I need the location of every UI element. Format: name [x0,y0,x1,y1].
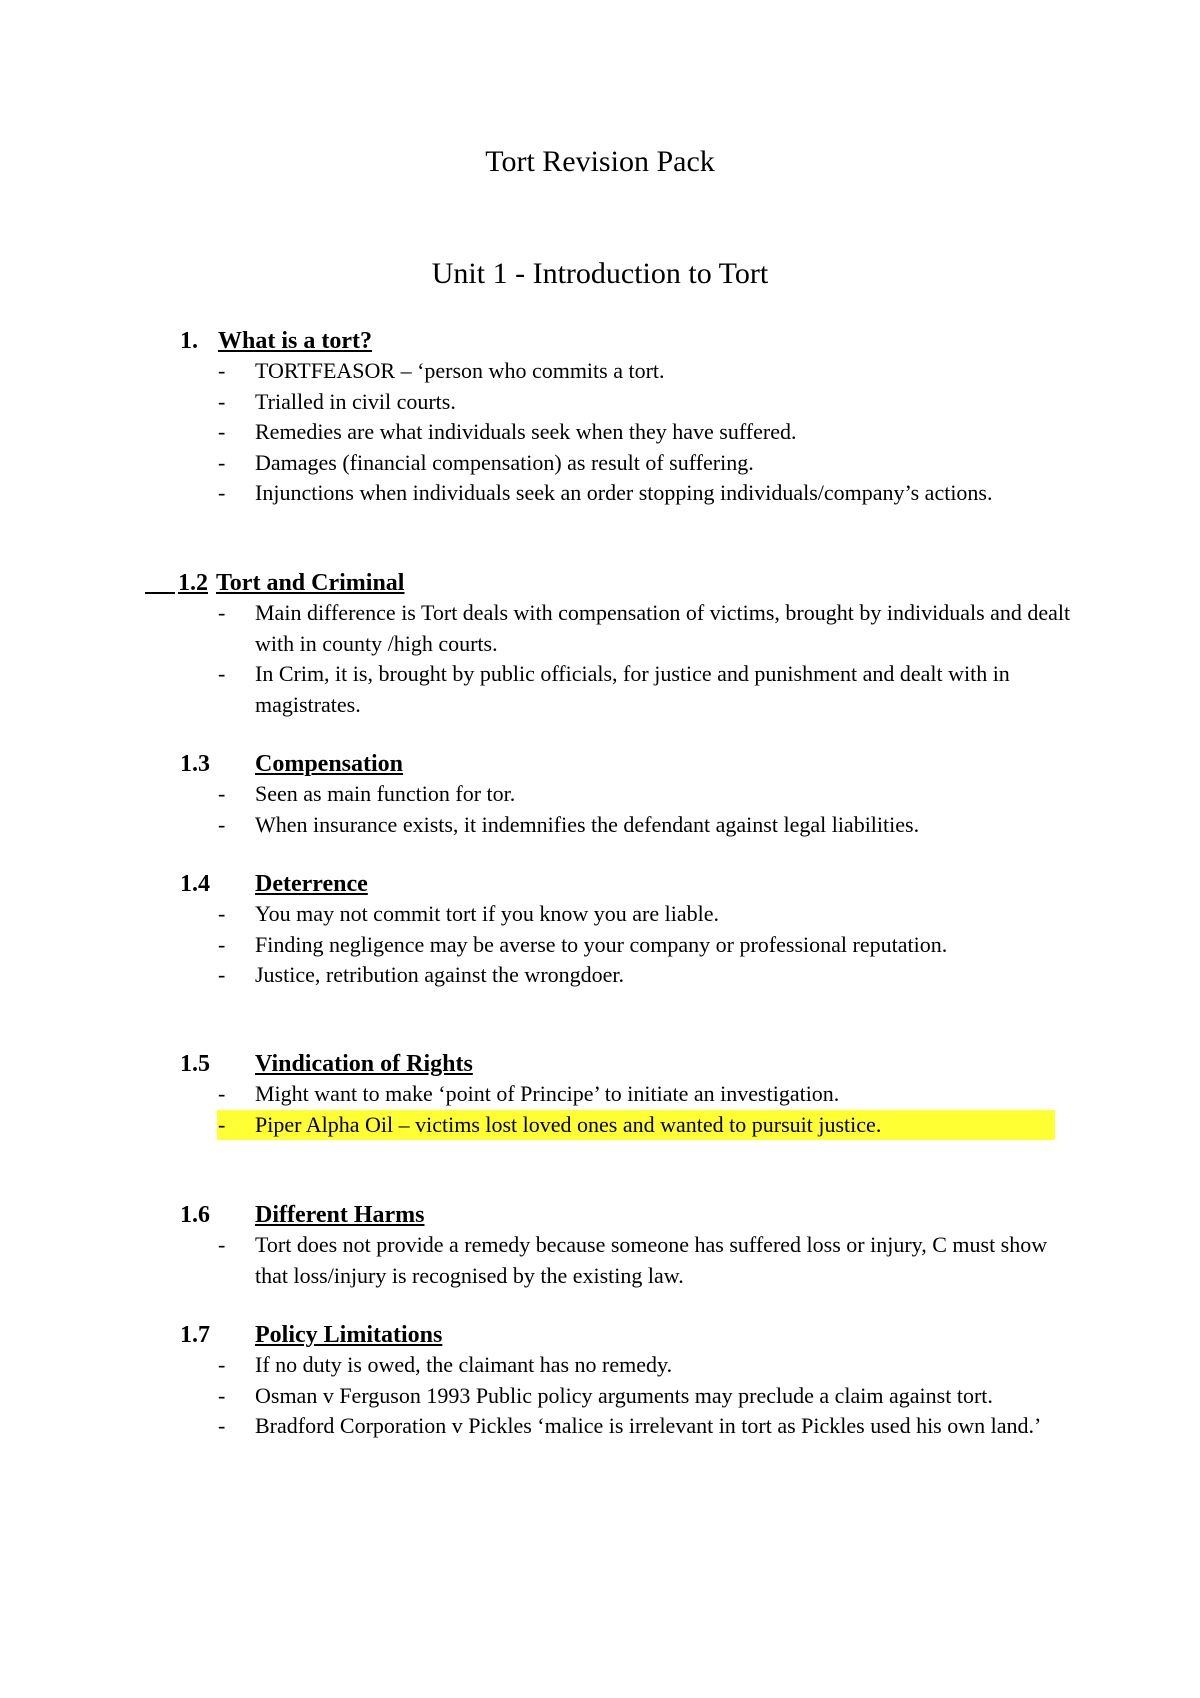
dash-bullet: - [218,1111,226,1137]
list-item: - TORTFEASOR – ‘person who commits a tort. [0,356,1075,387]
section-heading [0,749,1200,779]
list-item: - Tort does not provide a remedy because someone has suffered loss or injury, C must show that loss/injury is recognised by the existing law. [218,1232,1048,1288]
dash-bullet: - [218,358,226,383]
bullet-list [0,598,1200,720]
section-heading [0,869,1200,899]
dash-bullet: - [218,1232,226,1257]
dash-bullet: - [218,419,226,444]
list-item: - You may not commit tort if you know you are liable. [0,899,1075,930]
section-title: Different Harms [255,1202,425,1228]
section-title: Deterrence [255,871,368,897]
section-number: 1.7 [180,1322,210,1348]
text-highlight: - Piper Alpha Oil – victims lost loved ones and wanted to pursuit justice. [217,1110,1055,1141]
section-policy-limitations [0,1320,1200,1442]
section-title: What is a tort? [218,328,372,354]
list-item: - If no duty is owed, the claimant has no remedy. [0,1350,1075,1381]
section-heading [0,568,1200,598]
dash-bullet: - [218,962,226,987]
section-deterrence [0,869,1200,991]
section-vindication-of-rights [0,1049,1200,1140]
section-title: Compensation [255,751,404,777]
dash-bullet: - [218,781,226,806]
bullet-list [0,1230,1200,1291]
dash-bullet: - [218,1081,226,1106]
bullet-list [0,899,1200,991]
list-item: - Remedies are what individuals seek when they have suffered. [0,417,1075,448]
dash-bullet: - [218,600,226,625]
list-item: - Seen as main function for tor. [0,779,1075,810]
list-item: - Bradford Corporation v Pickles ‘malice is irrelevant in tort as Pickles used his own land.’ [0,1411,1075,1442]
list-item: - Osman v Ferguson 1993 Public policy arguments may preclude a claim against tort. [0,1381,1075,1412]
section-tort-and-criminal [0,568,1200,720]
dash-bullet: - [218,811,226,837]
section-what-is-a-tort [0,326,1200,509]
list-item: - Injunctions when individuals seek an order stopping individuals/company’s actions. [0,478,1075,509]
unit-title: Unit 1 - Introduction to Tort [431,257,769,290]
section-compensation [0,749,1200,840]
section-different-harms [0,1200,1200,1291]
section-heading [0,1200,1200,1230]
section-title: Policy Limitations [255,1322,443,1348]
list-item: - When insurance exists, it indemnifies the defendant against legal liabilities. [0,810,1075,841]
section-number: 1.6 [180,1202,210,1228]
section-number: 1. [180,328,198,354]
list-item: - Justice, retribution against the wrongdoer. [0,960,1075,991]
bullet-list [0,356,1200,509]
bullet-list [0,1350,1200,1442]
list-item: - In Crim, it is, brought by public officials, for justice and punishment and dealt with in magistrates. [218,661,1010,717]
dash-bullet: - [218,661,226,686]
list-item: - Might want to make ‘point of Principe’ to initiate an investigation. [0,1079,1075,1110]
bullet-list [0,779,1200,840]
section-number: 1.4 [180,871,210,897]
dash-bullet: - [218,1413,226,1438]
section-number: 1.5 [180,1051,210,1077]
section-title: Vindication of Rights [255,1051,473,1077]
dash-bullet: - [218,1352,226,1377]
list-item: - Main difference is Tort deals with compensation of victims, brought by individuals and dealt with in county /high courts. [218,600,1071,656]
list-item-highlighted [0,1110,1075,1141]
dash-bullet: - [218,1382,226,1408]
list-item: - Trialled in civil courts. [0,387,1075,418]
section-number: 1.2 [178,570,208,596]
section-number: 1.3 [180,751,210,777]
section-heading [0,1320,1200,1350]
bullet-list [0,1079,1200,1140]
dash-bullet: - [218,931,226,957]
section-heading [0,326,1200,356]
document-title: Tort Revision Pack [485,145,715,178]
dash-bullet: - [218,480,226,505]
section-title: Tort and Criminal [216,570,405,596]
dash-bullet: - [218,449,226,475]
list-item: - Finding negligence may be averse to your company or professional reputation. [0,930,1075,961]
dash-bullet: - [218,901,226,926]
dash-bullet: - [218,388,226,414]
section-heading [0,1049,1200,1079]
list-item: - Damages (financial compensation) as result of suffering. [0,448,1075,479]
